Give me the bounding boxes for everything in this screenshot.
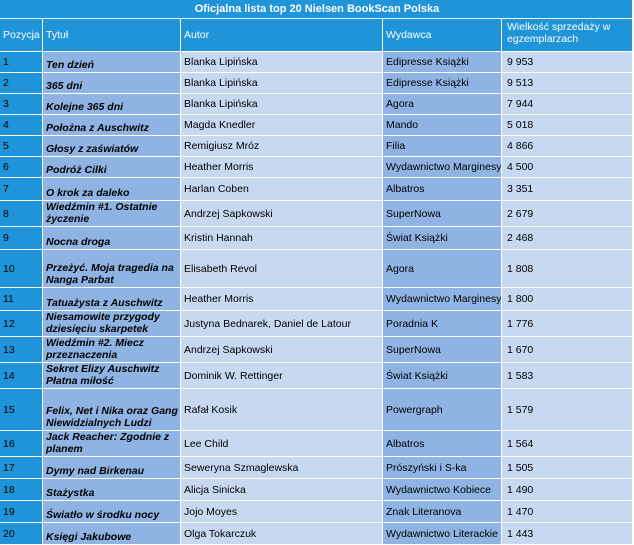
cell-author[interactable]: Blanka Lipińska: [181, 73, 383, 94]
cell-position[interactable]: 14: [0, 363, 43, 389]
table-row: [0, 389, 633, 431]
cell-author[interactable]: Remigiusz Mróz: [181, 136, 383, 157]
cell-sales[interactable]: 9 953: [502, 52, 633, 73]
cell-title[interactable]: Jack Reacher: Zgodnie z planem: [43, 431, 181, 457]
cell-title[interactable]: 365 dni: [43, 73, 181, 94]
cell-title[interactable]: Położna z Auschwitz: [43, 115, 181, 136]
cell-title[interactable]: Felix, Net i Nika oraz Gang Niewidzialnych Ludzi: [43, 389, 181, 431]
cell-publisher[interactable]: Poradnia K: [383, 311, 502, 337]
table-row: [0, 157, 633, 178]
cell-title[interactable]: Sekret Elizy Auschwitz Płatna miłość: [43, 363, 181, 389]
header-author[interactable]: Autor: [181, 19, 383, 52]
cell-publisher[interactable]: Wydawnictwo Marginesy: [383, 288, 502, 311]
cell-publisher[interactable]: Edipresse Książki: [383, 73, 502, 94]
table-row: [0, 94, 633, 115]
cell-title[interactable]: Światło w środku nocy: [43, 501, 181, 523]
table-row: [0, 227, 633, 250]
cell-author[interactable]: Olga Tokarczuk: [181, 523, 383, 545]
cell-sales[interactable]: 2 468: [502, 227, 633, 250]
cell-title[interactable]: Głosy z zaświatów: [43, 136, 181, 157]
cell-author[interactable]: Harlan Coben: [181, 178, 383, 201]
cell-title[interactable]: O krok za daleko: [43, 178, 181, 201]
cell-publisher[interactable]: Edipresse Książki: [383, 52, 502, 73]
cell-publisher[interactable]: SuperNowa: [383, 337, 502, 363]
header-row: [0, 19, 633, 52]
cell-author[interactable]: Andrzej Sapkowski: [181, 201, 383, 227]
table-row: [0, 73, 633, 94]
cell-position[interactable]: 2: [0, 73, 43, 94]
cell-title[interactable]: Kolejne 365 dni: [43, 94, 181, 115]
cell-author[interactable]: Seweryna Szmaglewska: [181, 457, 383, 479]
cell-author[interactable]: Alicja Sinicka: [181, 479, 383, 501]
cell-title[interactable]: Wiedźmin #1. Ostatnie życzenie: [43, 201, 181, 227]
table-row: [0, 201, 633, 227]
table-row: [0, 523, 633, 545]
cell-position[interactable]: 12: [0, 311, 43, 337]
cell-sales[interactable]: 1 564: [502, 431, 633, 457]
cell-title[interactable]: Tatuażysta z Auschwitz: [43, 288, 181, 311]
table-row: [0, 311, 633, 337]
cell-position[interactable]: 10: [0, 250, 43, 288]
cell-title[interactable]: Podróż Cilki: [43, 157, 181, 178]
cell-title[interactable]: Stażystka: [43, 479, 181, 501]
cell-publisher[interactable]: Agora: [383, 250, 502, 288]
cell-publisher[interactable]: Znak Literanova: [383, 501, 502, 523]
table-row: [0, 136, 633, 157]
cell-author[interactable]: Heather Morris: [181, 288, 383, 311]
cell-sales[interactable]: 4 866: [502, 136, 633, 157]
table-row: [0, 431, 633, 457]
cell-author[interactable]: Lee Child: [181, 431, 383, 457]
table-row: [0, 288, 633, 311]
table-row: [0, 363, 633, 389]
cell-sales[interactable]: 1 808: [502, 250, 633, 288]
cell-sales[interactable]: 5 018: [502, 115, 633, 136]
cell-position[interactable]: 4: [0, 115, 43, 136]
cell-title[interactable]: Nocna droga: [43, 227, 181, 250]
cell-sales[interactable]: 1 800: [502, 288, 633, 311]
cell-position[interactable]: 5: [0, 136, 43, 157]
cell-sales[interactable]: 7 944: [502, 94, 633, 115]
cell-author[interactable]: Elisabeth Revol: [181, 250, 383, 288]
cell-publisher[interactable]: Prószyński i S-ka: [383, 457, 502, 479]
cell-position[interactable]: 16: [0, 431, 43, 457]
header-title[interactable]: Tytuł: [43, 19, 181, 52]
table-row: [0, 115, 633, 136]
cell-publisher[interactable]: Powergraph: [383, 389, 502, 431]
cell-position[interactable]: 11: [0, 288, 43, 311]
cell-author[interactable]: Andrzej Sapkowski: [181, 337, 383, 363]
cell-position[interactable]: 3: [0, 94, 43, 115]
cell-position[interactable]: 7: [0, 178, 43, 201]
table-title: Oficjalna lista top 20 Nielsen BookScan Polska: [0, 0, 633, 19]
cell-publisher[interactable]: Albatros: [383, 178, 502, 201]
table-row: [0, 501, 633, 523]
cell-title[interactable]: Przeżyć. Moja tragedia na Nanga Parbat: [43, 250, 181, 288]
cell-position[interactable]: 15: [0, 389, 43, 431]
cell-title[interactable]: Księgi Jakubowe: [43, 523, 181, 545]
table-row: [0, 457, 633, 479]
cell-author[interactable]: Kristin Hannah: [181, 227, 383, 250]
cell-sales[interactable]: 2 679: [502, 201, 633, 227]
cell-author[interactable]: Rafał Kosik: [181, 389, 383, 431]
cell-sales[interactable]: 9 513: [502, 73, 633, 94]
cell-publisher[interactable]: Agora: [383, 94, 502, 115]
cell-publisher[interactable]: Wydawnictwo Marginesy: [383, 157, 502, 178]
cell-sales[interactable]: 1 443: [502, 523, 633, 545]
cell-title[interactable]: Niesamowite przygody dziesięciu skarpetek: [43, 311, 181, 337]
header-sales[interactable]: Wielkość sprzedaży w egzemplarzach: [502, 19, 633, 52]
cell-position[interactable]: 9: [0, 227, 43, 250]
cell-publisher[interactable]: Albatros: [383, 431, 502, 457]
cell-title[interactable]: Wiedźmin #2. Miecz przeznaczenia: [43, 337, 181, 363]
cell-author[interactable]: Heather Morris: [181, 157, 383, 178]
cell-sales[interactable]: 1 505: [502, 457, 633, 479]
header-publisher[interactable]: Wydawca: [383, 19, 502, 52]
cell-publisher[interactable]: Wydawnictwo Literackie: [383, 523, 502, 545]
table-row: [0, 178, 633, 201]
cell-sales[interactable]: 1 670: [502, 337, 633, 363]
table-row: [0, 337, 633, 363]
cell-position[interactable]: 18: [0, 479, 43, 501]
cell-author[interactable]: Blanka Lipińska: [181, 52, 383, 73]
cell-sales[interactable]: 1 470: [502, 501, 633, 523]
cell-sales[interactable]: 3 351: [502, 178, 633, 201]
cell-author[interactable]: Blanka Lipińska: [181, 94, 383, 115]
table-row: [0, 250, 633, 288]
table-row: [0, 52, 633, 73]
header-position[interactable]: Pozycja: [0, 19, 43, 52]
cell-position[interactable]: 17: [0, 457, 43, 479]
cell-publisher[interactable]: SuperNowa: [383, 201, 502, 227]
cell-position[interactable]: 6: [0, 157, 43, 178]
cell-publisher[interactable]: Wydawnictwo Kobiece: [383, 479, 502, 501]
cell-sales[interactable]: 1 776: [502, 311, 633, 337]
cell-sales[interactable]: 1 579: [502, 389, 633, 431]
cell-publisher[interactable]: Świat Książki: [383, 363, 502, 389]
cell-publisher[interactable]: Filia: [383, 136, 502, 157]
cell-publisher[interactable]: Świat Książki: [383, 227, 502, 250]
cell-author[interactable]: Dominik W. Rettinger: [181, 363, 383, 389]
table-row: [0, 479, 633, 501]
cell-position[interactable]: 19: [0, 501, 43, 523]
cell-author[interactable]: Magda Knedler: [181, 115, 383, 136]
cell-sales[interactable]: 1 583: [502, 363, 633, 389]
cell-title[interactable]: Ten dzień: [43, 52, 181, 73]
cell-title[interactable]: Dymy nad Birkenau: [43, 457, 181, 479]
cell-sales[interactable]: 4 500: [502, 157, 633, 178]
cell-position[interactable]: 8: [0, 201, 43, 227]
cell-sales[interactable]: 1 490: [502, 479, 633, 501]
cell-author[interactable]: Jojo Moyes: [181, 501, 383, 523]
cell-position[interactable]: 1: [0, 52, 43, 73]
cell-publisher[interactable]: Mando: [383, 115, 502, 136]
cell-author[interactable]: Justyna Bednarek, Daniel de Latour: [181, 311, 383, 337]
cell-position[interactable]: 20: [0, 523, 43, 545]
cell-position[interactable]: 13: [0, 337, 43, 363]
